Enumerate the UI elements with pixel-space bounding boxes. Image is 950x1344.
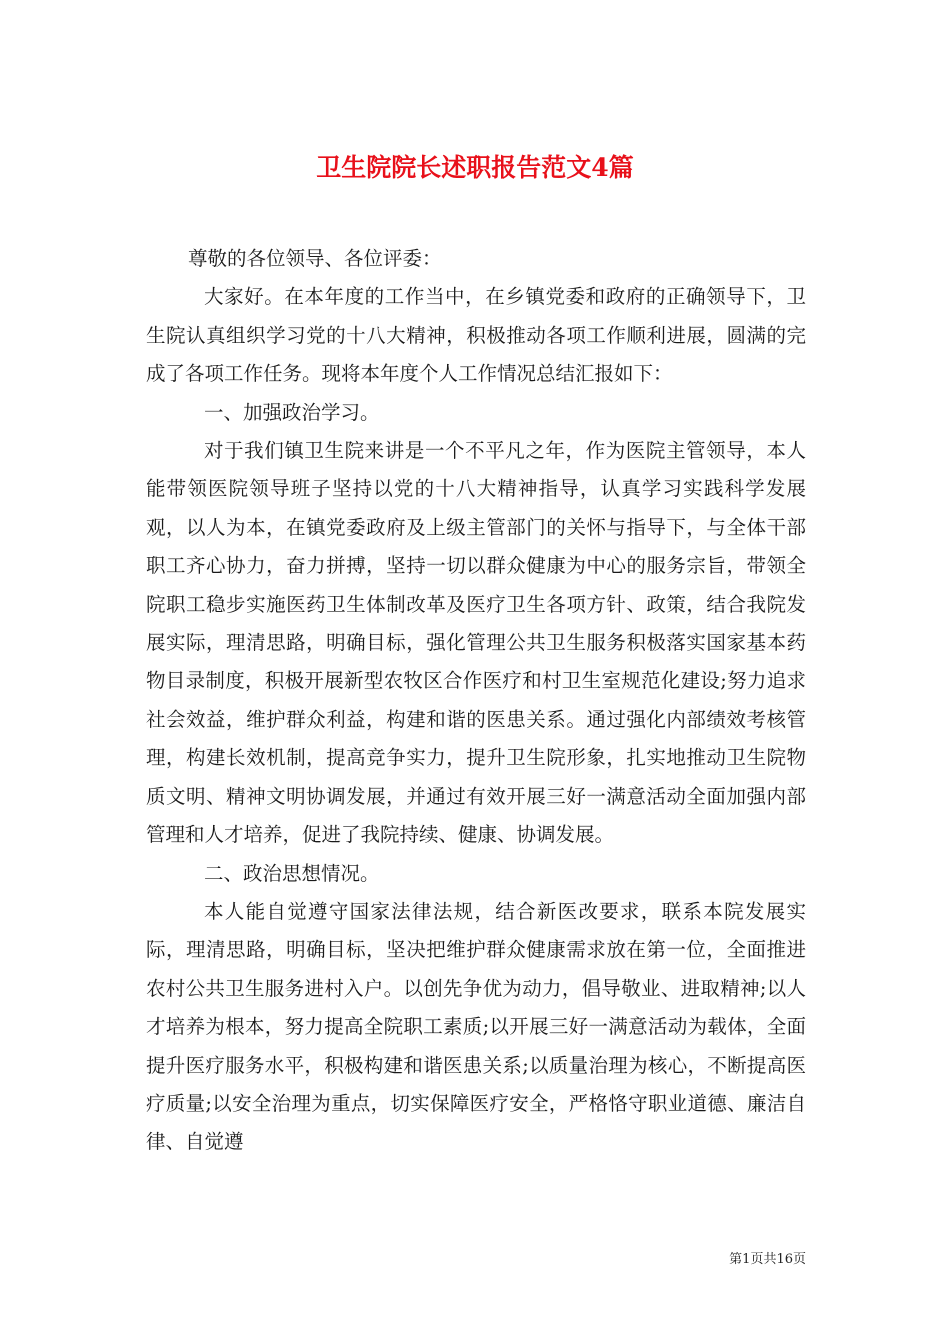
paragraph-section-1: 对于我们镇卫生院来讲是一个不平凡之年，作为医院主管领导，本人能带领医院领导班子坚持以党的十八大精神指导，认真学习实践科学发展观，以人为本，在镇党委政府及上级主管部门的关怀与指导下，与全体干部职工齐心协力，奋力拼搏，坚持一切以群众健康为中心的服务宗旨，带领全院职工稳步实施医药卫生体制改革及医疗卫生各项方针、政策，结合我院发展实际，理清思路，明确目标，强化管理公共卫生服务积极落实国家基本药物目录制度，积极开展新型农牧区合作医疗和村卫生室规范化建设;努力追求社会效益，维护群众利益，构建和谐的医患关系。通过强化内部绩效考核管理，构建长效机制，提高竞争实力，提升卫生院形象，扎实地推动卫生院物质文明、精神文明协调发展，并通过有效开展三好一满意活动全面加强内部管理和人才培养，促进了我院持续、健康、协调发展。 [146, 439, 806, 847]
document-title: 卫生院院长述职报告范文4篇 [316, 152, 634, 182]
document-body [146, 240, 806, 1162]
section-heading-1: 一、加强政治学习。 [204, 400, 380, 424]
section-heading-2: 二、政治思想情况。 [204, 861, 380, 885]
paragraph-section-2: 本人能自觉遵守国家法律法规，结合新医改要求，联系本院发展实际，理清思路，明确目标，坚决把维护群众健康需求放在第一位，全面推进农村公共卫生服务进村入户。以创先争优为动力，倡导敬业、进取精神;以人才培养为根本，努力提高全院职工素质;以开展三好一满意活动为载体，全面提升医疗服务水平，积极构建和谐医患关系;以质量治理为核心，不断提高医疗质量;以安全治理为重点，切实保障医疗安全，严格恪守职业道德、廉洁自律、自觉遵 [146, 899, 806, 1154]
paragraph-intro: 大家好。在本年度的工作当中，在乡镇党委和政府的正确领导下，卫生院认真组织学习党的十八大精神，积极推动各项工作顺利进展，圆满的完成了各项工作任务。现将本年度个人工作情况总结汇报如下： [146, 285, 806, 386]
page-number: 第1页共16页 [729, 1252, 806, 1267]
salutation: 尊敬的各位领导、各位评委： [188, 247, 442, 270]
